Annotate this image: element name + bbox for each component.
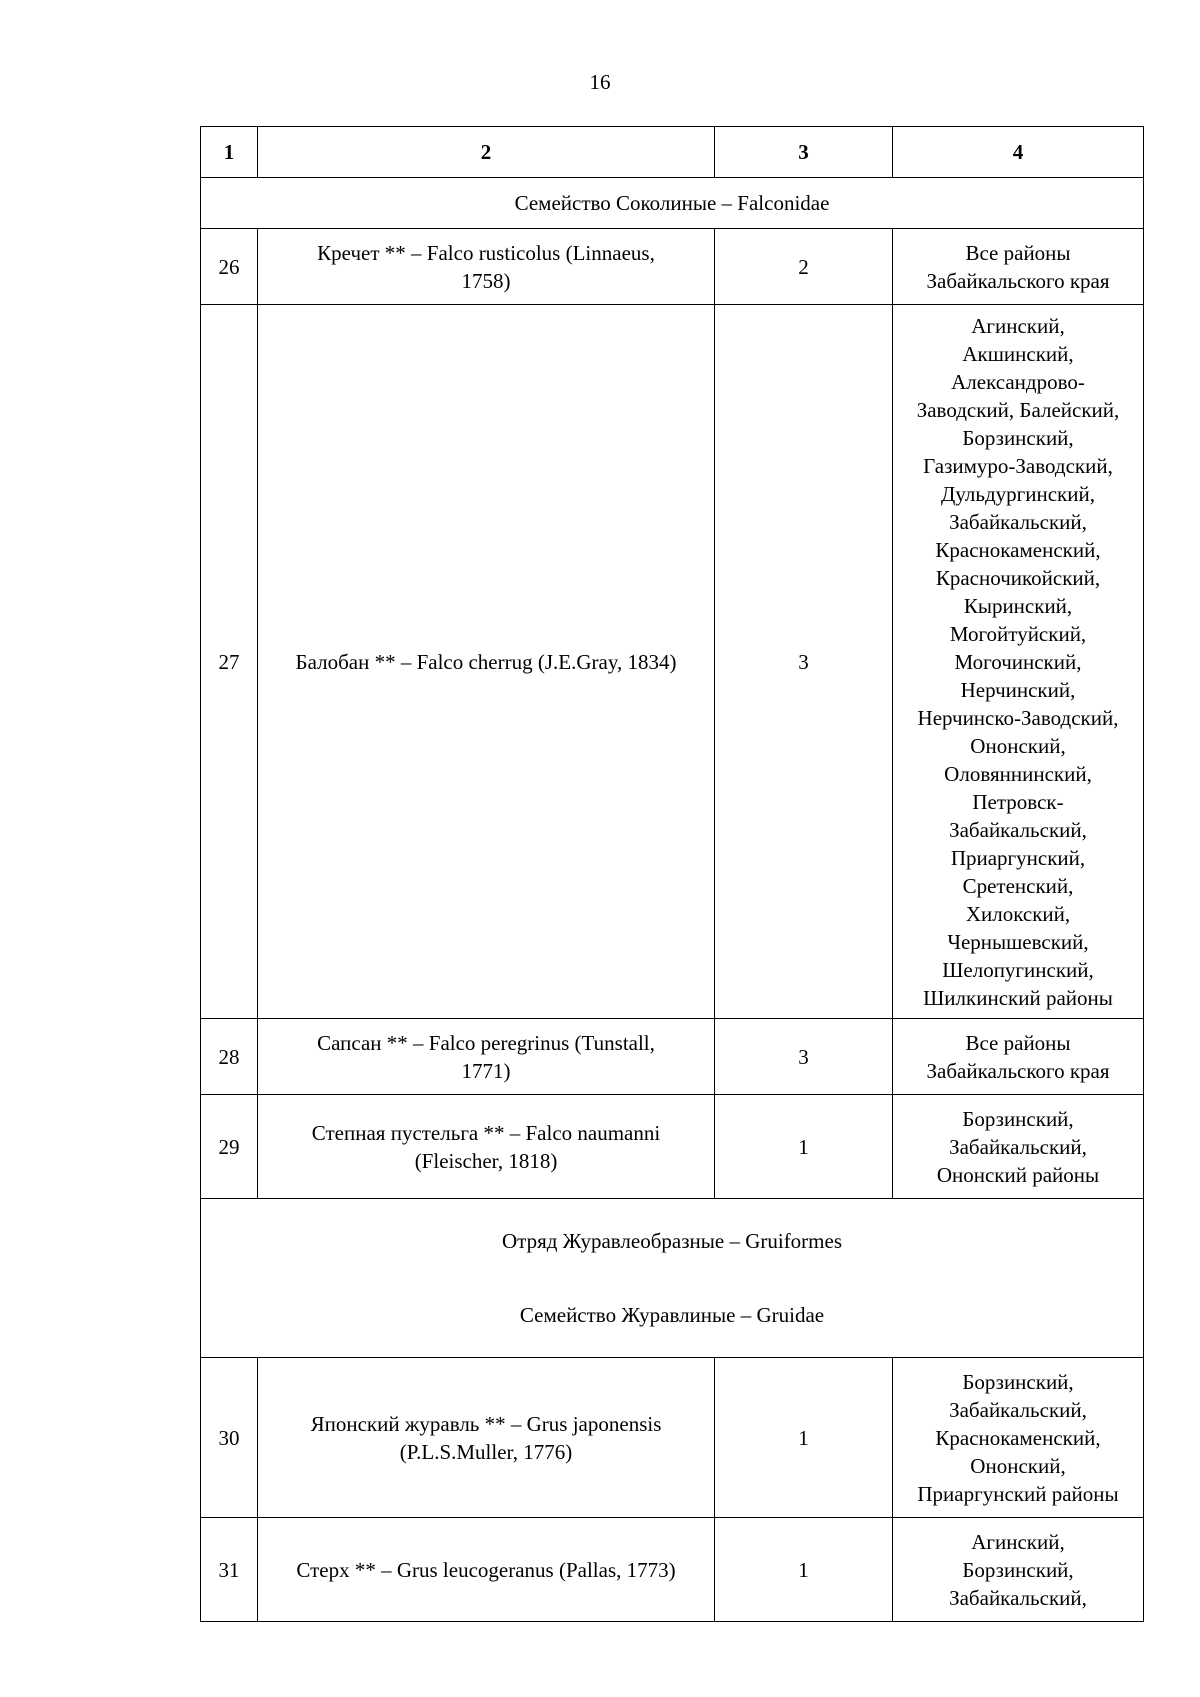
distribution-areas: Все районы Забайкальского края (893, 229, 1144, 305)
table-row (201, 1518, 1144, 1622)
column-header-2: 2 (258, 127, 715, 178)
section-title-falconidae: Семейство Соколиные – Falconidae (201, 178, 1144, 229)
column-header-3: 3 (715, 127, 893, 178)
rarity-category: 2 (715, 229, 893, 305)
row-number: 31 (201, 1518, 258, 1622)
column-header-4: 4 (893, 127, 1144, 178)
species-name: Стерх ** – Grus leucogeranus (Pallas, 1773) (258, 1518, 715, 1622)
species-name: Балобан ** – Falco cherrug (J.E.Gray, 1834) (258, 305, 715, 1019)
table-header-row (201, 127, 1144, 178)
distribution-areas: Все районы Забайкальского края (893, 1019, 1144, 1095)
distribution-areas: Борзинский, Забайкальский, Краснокаменский, Ононский, Приаргунский районы (893, 1358, 1144, 1518)
distribution-areas: Агинский, Акшинский, Александрово- Заводский, Балейский, Борзинский, Газимуро-Заводский, Дульдургинский, Забайкальский, Краснокаменский, Красночикойский, Кыринский, Могойтуйский, Могочинский, Нерчинский, Нерчинско-Заводский, Ононский, Оловяннинский, Петровск- Забайкальский, Приаргунский, Сретенский, Хилокский, Чернышевский, Шелопугинский, Шилкинский районы (893, 305, 1144, 1019)
rarity-category: 3 (715, 305, 893, 1019)
row-number: 30 (201, 1358, 258, 1518)
row-number: 26 (201, 229, 258, 305)
species-name: Сапсан ** – Falco peregrinus (Tunstall, 1771) (258, 1019, 715, 1095)
rarity-category: 1 (715, 1518, 893, 1622)
table-row (201, 1358, 1144, 1518)
section-title-gruidae: Семейство Журавлиные – Gruidae (519, 1303, 825, 1327)
section-row-falconidae (201, 178, 1144, 229)
section-title-gruiformes: Отряд Журавлеобразные – Gruiformes (501, 1229, 843, 1253)
distribution-areas: Борзинский, Забайкальский, Ононский районы (893, 1095, 1144, 1199)
row-number: 29 (201, 1095, 258, 1199)
table-row (201, 229, 1144, 305)
rarity-category: 3 (715, 1019, 893, 1095)
species-table (200, 126, 1144, 1622)
distribution-areas: Агинский, Борзинский, Забайкальский, (893, 1518, 1144, 1622)
column-header-1: 1 (201, 127, 258, 178)
section-row-gruiformes (201, 1199, 1144, 1358)
table-row (201, 1095, 1144, 1199)
species-name: Кречет ** – Falco rusticolus (Linnaeus, 1758) (258, 229, 715, 305)
section-titles (201, 1199, 1144, 1358)
rarity-category: 1 (715, 1358, 893, 1518)
species-name: Японский журавль ** – Grus japonensis (P.L.S.Muller, 1776) (258, 1358, 715, 1518)
species-name: Степная пустельга ** – Falco naumanni (Fleischer, 1818) (258, 1095, 715, 1199)
table-row (201, 305, 1144, 1019)
page-number: 16 (589, 70, 611, 94)
row-number: 27 (201, 305, 258, 1019)
table-row (201, 1019, 1144, 1095)
row-number: 28 (201, 1019, 258, 1095)
rarity-category: 1 (715, 1095, 893, 1199)
